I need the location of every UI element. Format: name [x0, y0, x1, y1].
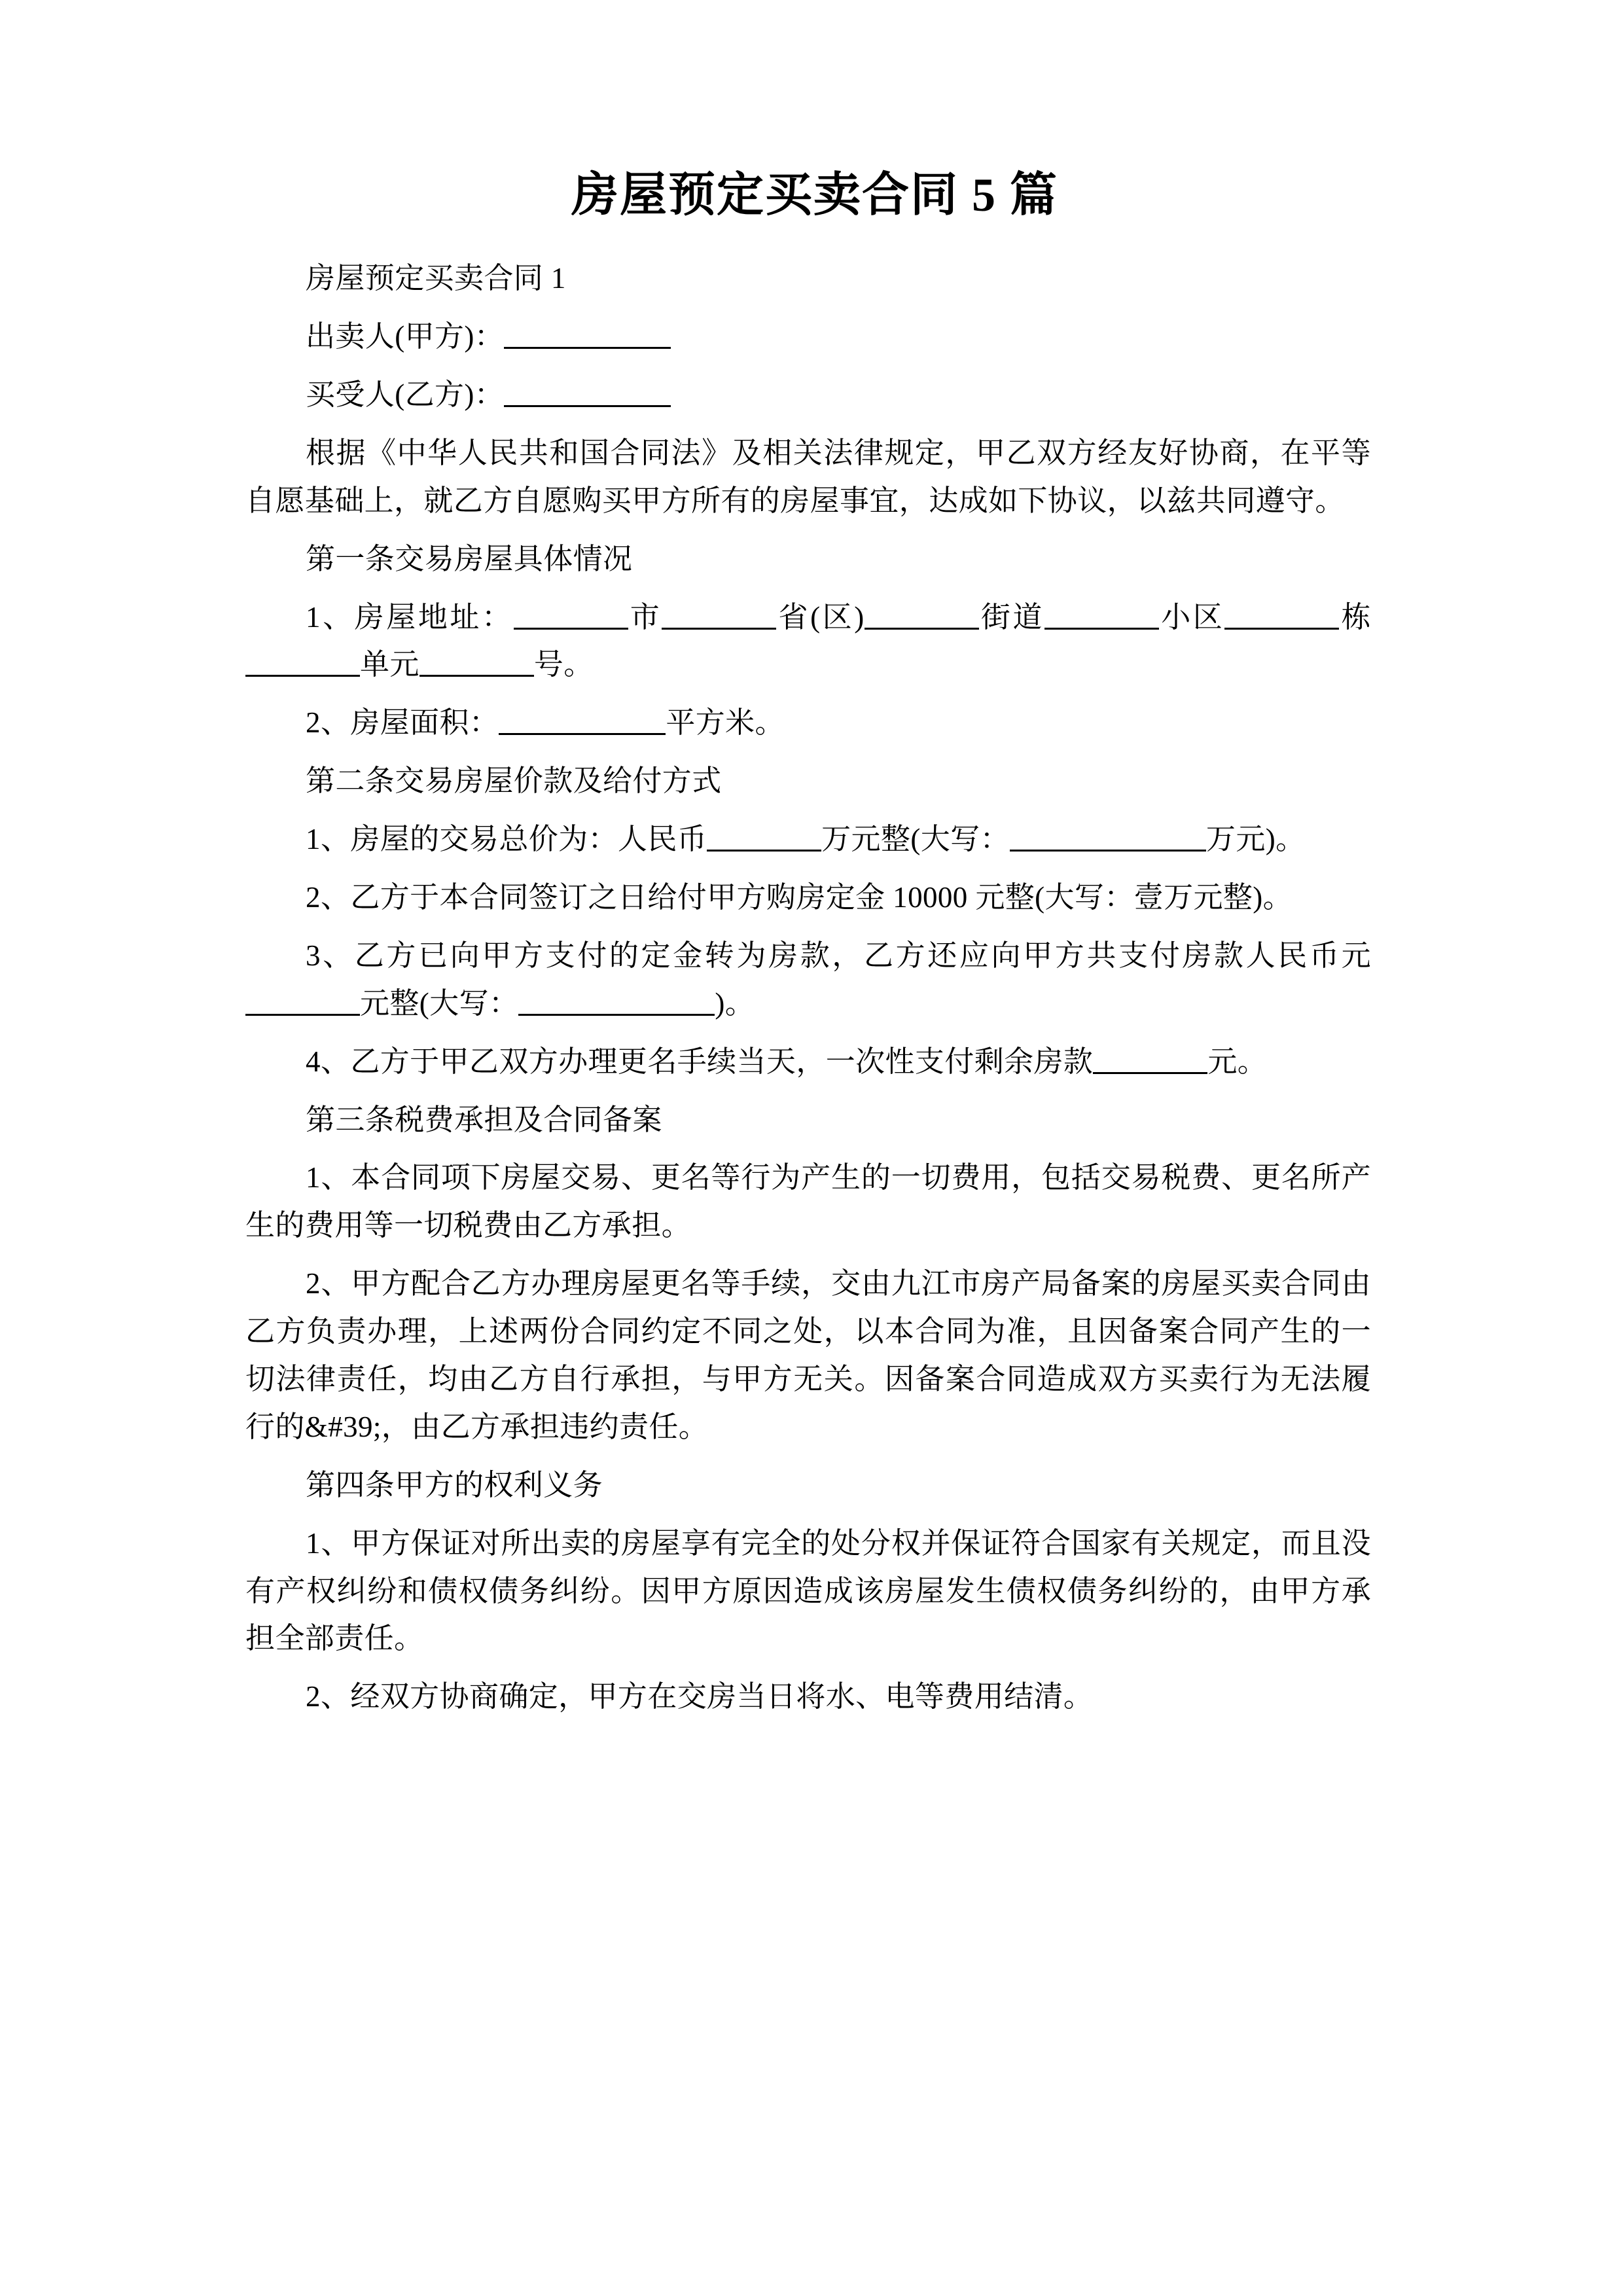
seller-blank[interactable] [504, 321, 671, 349]
item-text: 乙方于本合同签订之日给付甲方购房定金 10000 元整(大写：壹万元整)。 [350, 880, 1293, 914]
item-text: 乙方于甲乙双方办理更名手续当天，一次性支付剩余房款 [350, 1045, 1094, 1078]
item-text: 房屋地址： [354, 600, 514, 634]
seg-yuanzheng: 元整(大写： [360, 986, 519, 1020]
document-content [245, 164, 1371, 1731]
seg-unit: 单元 [360, 648, 419, 681]
address-building-blank[interactable] [1224, 601, 1339, 630]
total-price-capital-blank[interactable] [1010, 823, 1206, 852]
item-text: 乙方已向甲方支付的定金转为房款，乙方还应向甲方共支付房款人民币元 [354, 939, 1371, 972]
item-text: 房屋的交易总价为：人民币 [350, 823, 707, 856]
address-unit-blank[interactable] [245, 649, 360, 677]
item-number: 2、 [306, 880, 351, 914]
item-text: 房屋面积： [350, 706, 499, 740]
buyer-blank[interactable] [504, 379, 671, 407]
article-4-item-1 [245, 1520, 1371, 1663]
seg-city: 市 [628, 600, 662, 634]
seg-province: 省(区) [776, 600, 865, 634]
article-2-item-2 [245, 874, 1371, 922]
address-province-blank[interactable] [662, 601, 776, 630]
article-heading-1: 第一条交易房屋具体情况 [306, 542, 633, 575]
article-heading-4: 第四条甲方的权利义务 [306, 1468, 603, 1501]
address-street-blank[interactable] [865, 601, 979, 630]
address-city-blank[interactable] [514, 601, 628, 630]
address-community-blank[interactable] [1044, 601, 1159, 630]
seg-wanyuan-close: 万元)。 [1205, 823, 1306, 856]
buyer-label: 买受人(乙方)： [306, 378, 505, 411]
article-2-item-3 [245, 932, 1371, 1028]
seg-yuan: 元。 [1207, 1045, 1268, 1078]
seller-label: 出卖人(甲方)： [306, 320, 505, 353]
document-subtitle: 房屋预定买卖合同 1 [306, 262, 566, 295]
seg-close: )。 [715, 986, 755, 1020]
seg-building: 栋 [1339, 600, 1371, 634]
article-heading-3: 第三条税费承担及合同备案 [306, 1103, 662, 1136]
final-payment-blank[interactable] [1093, 1046, 1207, 1074]
item-text: 甲方配合乙方办理房屋更名等手续，交由九江市房产局备案的房屋买卖合同由乙方负责办理，上述两份合同约定不同之处，以本合同为准，且因备案合同产生的一切法律责任，均由乙方自行承担，与甲方无关。因备案合同造成双方买卖行为无法履行的&#39;，由乙方承担违约责任。 [245, 1267, 1371, 1443]
article-2-item-1 [245, 816, 1371, 863]
item-number: 2、 [306, 706, 351, 740]
seg-wanyuan: 万元整(大写： [821, 823, 1010, 856]
item-number: 1、 [306, 600, 355, 634]
article-3-item-2 [245, 1260, 1371, 1451]
item-number: 3、 [306, 939, 355, 972]
seller-line [245, 313, 1371, 361]
seg-community: 小区 [1159, 600, 1225, 634]
item-number: 1、 [306, 823, 351, 856]
remaining-amount-capital-blank[interactable] [518, 988, 715, 1016]
item-number: 2、 [306, 1680, 351, 1713]
seg-number: 号。 [533, 648, 594, 681]
article-3-item-1 [245, 1154, 1371, 1249]
item-text: 经双方协商确定，甲方在交房当日将水、电等费用结清。 [350, 1680, 1094, 1713]
seg-sqm: 平方米。 [666, 706, 785, 740]
total-price-blank[interactable] [707, 823, 821, 852]
article-heading-2: 第二条交易房屋价款及给付方式 [306, 764, 722, 798]
item-text: 甲方保证对所出卖的房屋享有完全的处分权并保证符合国家有关规定，而且没有产权纠纷和债权债务纠纷。因甲方原因造成该房屋发生债权债务纠纷的，由甲方承担全部责任。 [245, 1526, 1371, 1655]
seg-street: 街道 [978, 600, 1045, 634]
item-number: 2、 [306, 1267, 351, 1300]
item-number: 1、 [306, 1526, 351, 1560]
house-area-blank[interactable] [499, 707, 666, 735]
address-number-blank[interactable] [419, 649, 534, 677]
remaining-amount-blank[interactable] [245, 988, 360, 1016]
buyer-line [245, 371, 1371, 419]
article-1-item-1 [245, 594, 1371, 689]
preamble-paragraph: 根据《中华人民共和国合同法》及相关法律规定，甲乙双方经友好协商，在平等自愿基础上，就乙方自愿购买甲方所有的房屋事宜，达成如下协议，以兹共同遵守。 [245, 436, 1371, 517]
item-number: 4、 [306, 1045, 351, 1078]
item-text: 本合同项下房屋交易、更名等行为产生的一切费用，包括交易税费、更名所产生的费用等一切税费由乙方承担。 [245, 1161, 1371, 1242]
page-title: 房屋预定买卖合同 5 篇 [571, 169, 1058, 221]
article-2-item-4 [245, 1038, 1371, 1086]
article-1-item-2 [245, 699, 1371, 747]
item-number: 1、 [306, 1161, 351, 1194]
article-4-item-2 [245, 1673, 1371, 1721]
